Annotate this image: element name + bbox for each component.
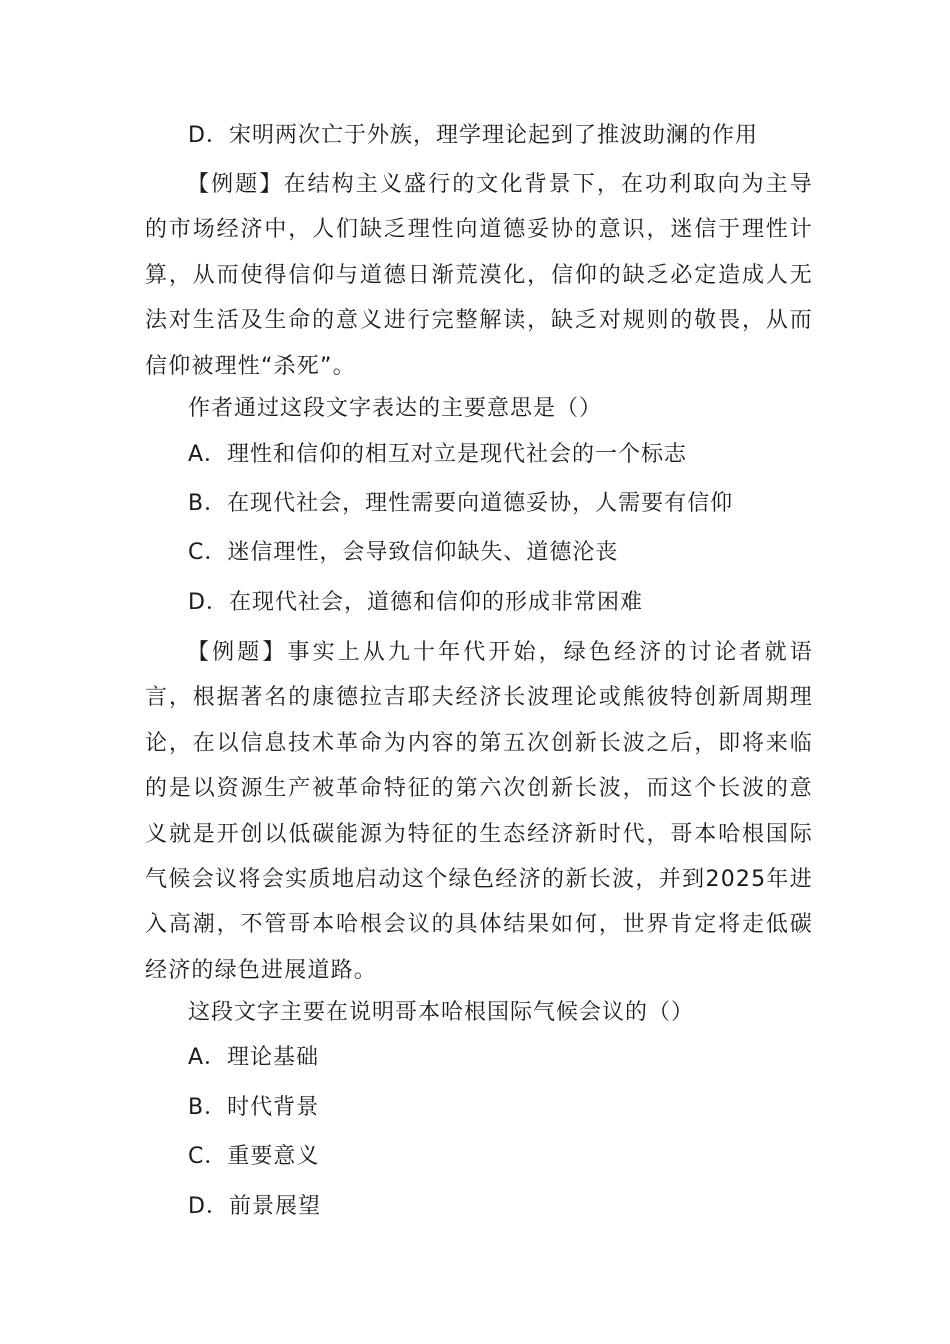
- example2-passage: 【例题】事实上从九十年代开始，绿色经济的讨论者就语言，根据著名的康德拉吉耶夫经济长波理论或熊彼特创新周期理论，在以信息技术革命为内容的第五次创新长波之后，即将来临的是以资源生产被革命特征的第六次创新长波，而这个长波的意义就是开创以低碳能源为特征的生态经济新时代，哥本哈根国际气候会议将会实质地启动这个绿色经济的新长波，并到2025年进入高潮，不管哥本哈根会议的具体结果如何，世界肯定将走低碳经济的绿色进展道路。: [145, 640, 813, 983]
- example2-option-c: C．重要意义: [188, 1144, 320, 1169]
- example1-question: 作者通过这段文字表达的主要意思是（）: [188, 396, 603, 421]
- example1-option-c: C．迷信理性，会导致信仰缺失、道德沦丧: [188, 540, 619, 565]
- example2-option-a: A．理论基础: [188, 1045, 320, 1070]
- example1-passage: 【例题】在结构主义盛行的文化背景下，在功利取向为主导的市场经济中，人们缺乏理性向道德妥协的意识，迷信于理性计算，从而使得信仰与道德日渐荒漠化，信仰的缺乏必定造成人无法对生活及生命的意义进行完整解读，缺乏对规则的敬畏，从而信仰被理性“杀死”。: [145, 172, 813, 379]
- example2-option-b: B．时代背景: [188, 1095, 320, 1120]
- q1-option-d: D．宋明两次亡于外族，理学理论起到了推波助澜的作用: [188, 123, 758, 148]
- example1-option-a: A．理性和信仰的相互对立是现代社会的一个标志: [188, 442, 688, 467]
- example2-question: 这段文字主要在说明哥本哈根国际气候会议的（）: [188, 1000, 695, 1025]
- example1-option-b: B．在现代社会，理性需要向道德妥协，人需要有信仰: [188, 491, 734, 516]
- example1-option-d: D．在现代社会，道德和信仰的形成非常困难: [188, 590, 643, 615]
- example2-option-d: D．前景展望: [188, 1194, 321, 1219]
